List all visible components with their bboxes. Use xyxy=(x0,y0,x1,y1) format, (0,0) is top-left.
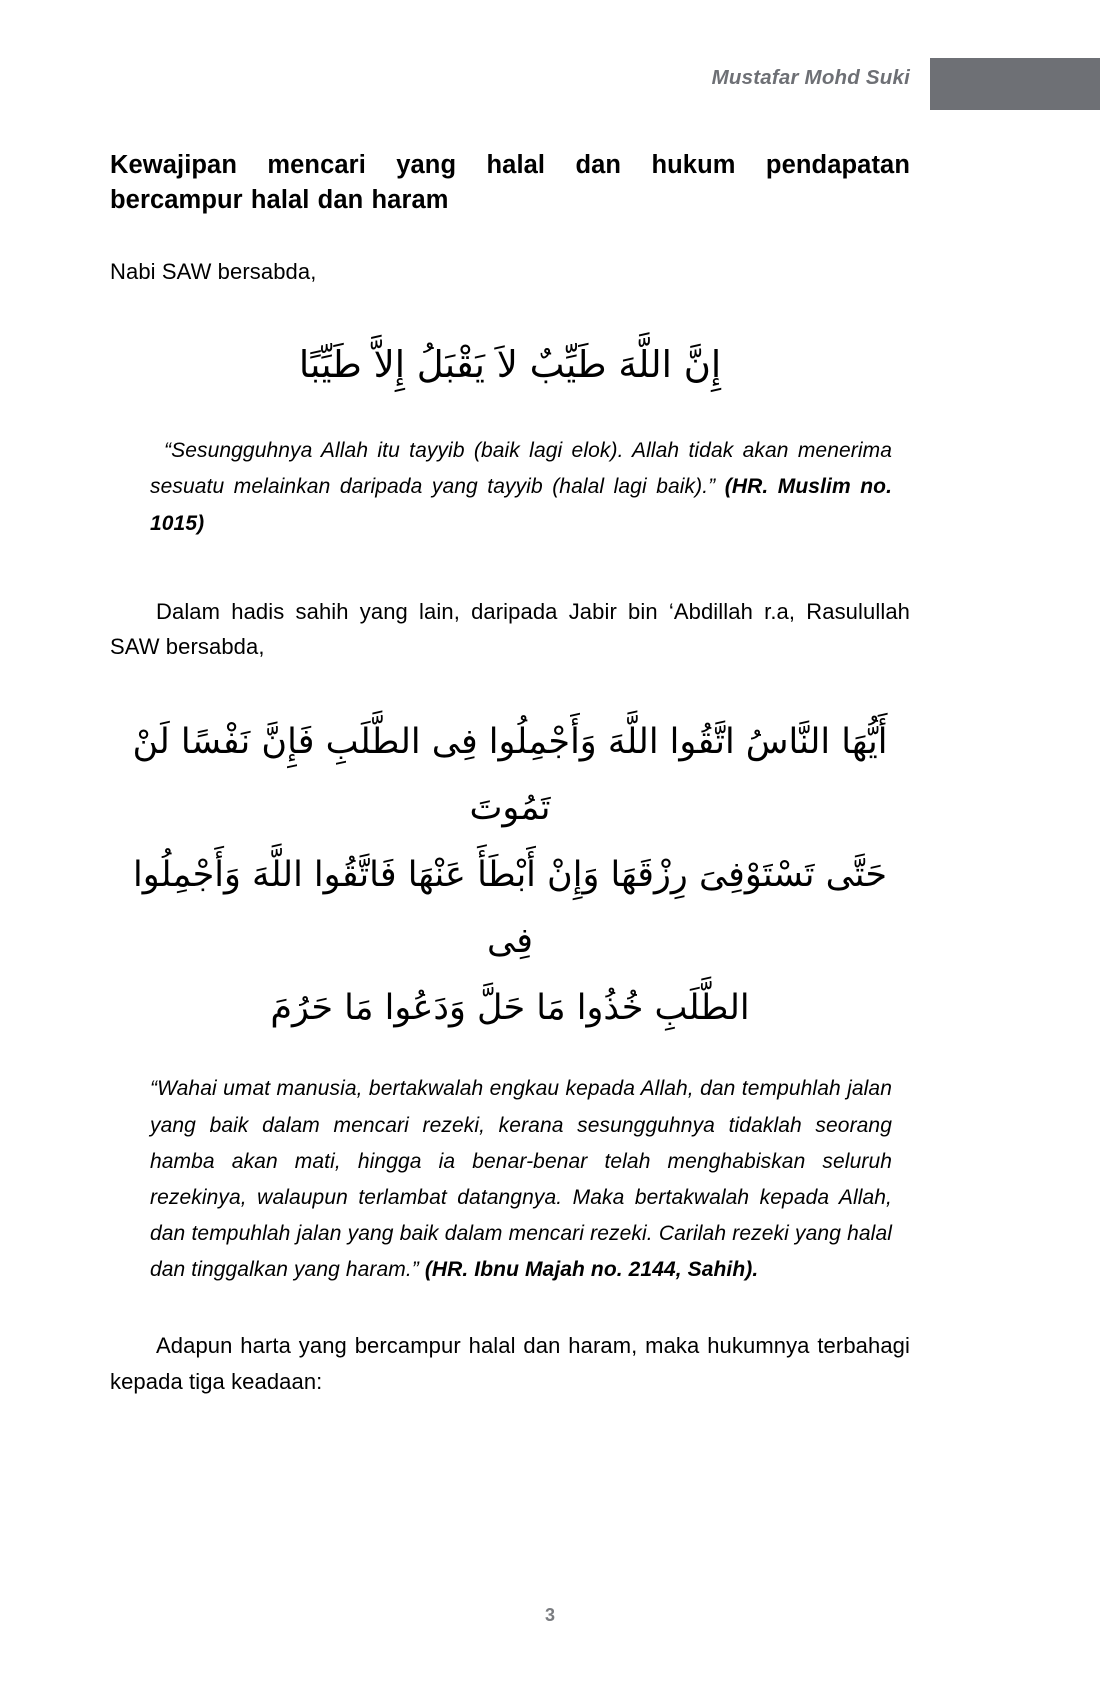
hadith-1-translation xyxy=(150,433,892,541)
page-content xyxy=(110,148,910,1399)
hadith-2-translation xyxy=(150,1071,892,1288)
hadith-1-arabic: إِنَّ اللَّهَ طَيِّبٌ لاَ يَقْبَلُ إِلاَّ طَيِّبًا xyxy=(298,343,722,386)
running-header xyxy=(0,58,1100,110)
closing-paragraph: Adapun harta yang bercampur halal dan haram, maka hukumnya terbahagi kepada tiga keadaan: xyxy=(110,1333,910,1394)
hadith-1-translation-text: “Sesungguhnya Allah itu tayyib (baik lagi elok). Allah tidak akan menerima sesuatu melainkan daripada yang tayyib (halal lagi baik).” xyxy=(150,439,892,499)
header-author-name: Mustafar Mohd Suki xyxy=(711,66,910,89)
hadith-2-arabic-line-2: حَتَّى تَسْتَوْفِىَ رِزْقَهَا وَإِنْ أَبْطَأَ عَنْهَا فَاتَّقُوا اللَّهَ وَأَجْمِلُوا فِى xyxy=(133,854,887,962)
hadith-2-citation: (HR. Ibnu Majah no. 2144, Sahih). xyxy=(424,1257,759,1281)
intro-paragraph: Nabi SAW bersabda, xyxy=(110,259,317,285)
page-title xyxy=(110,148,910,218)
page-title-line-2: bercampur halal dan haram xyxy=(110,186,449,215)
hadith-2-arabic-line-1: أَيُّهَا النَّاسُ اتَّقُوا اللَّهَ وَأَجْمِلُوا فِى الطَّلَبِ فَإِنَّ نَفْسًا لَنْ تَمُوتَ xyxy=(132,721,888,829)
page-number: 3 xyxy=(544,1605,555,1625)
hadith-2-arabic xyxy=(110,709,910,1042)
hadith-2-translation-text: “Wahai umat manusia, bertakwalah engkau kepada Allah, dan tempuhlah jalan yang baik dalam mencari rezeki, kerana sesungguhnya tidaklah seorang hamba akan mati, hingga ia benar-benar telah menghabiskan seluruh rezekinya, walaupun terlambat datangnya. Maka bertakwalah kepada Allah, dan tempuhlah jalan yang baik dalam mencari rezeki. Carilah rezeki yang halal dan tinggalkan yang haram.” xyxy=(150,1077,892,1281)
header-decorative-block xyxy=(930,58,1100,110)
page-title-line-1: Kewajipan mencari yang halal dan hukum pendapatan xyxy=(110,151,910,179)
hadith-2-arabic-line-3: الطَّلَبِ خُذُوا مَا حَلَّ وَدَعُوا مَا حَرُمَ xyxy=(270,987,750,1028)
hadith-1-citation: (HR. Muslim no. 1015) xyxy=(150,475,892,535)
bridge-paragraph: Dalam hadis sahih yang lain, daripada Jabir bin ‘Abdillah r.a, Rasulullah SAW bersabda, xyxy=(110,598,910,660)
